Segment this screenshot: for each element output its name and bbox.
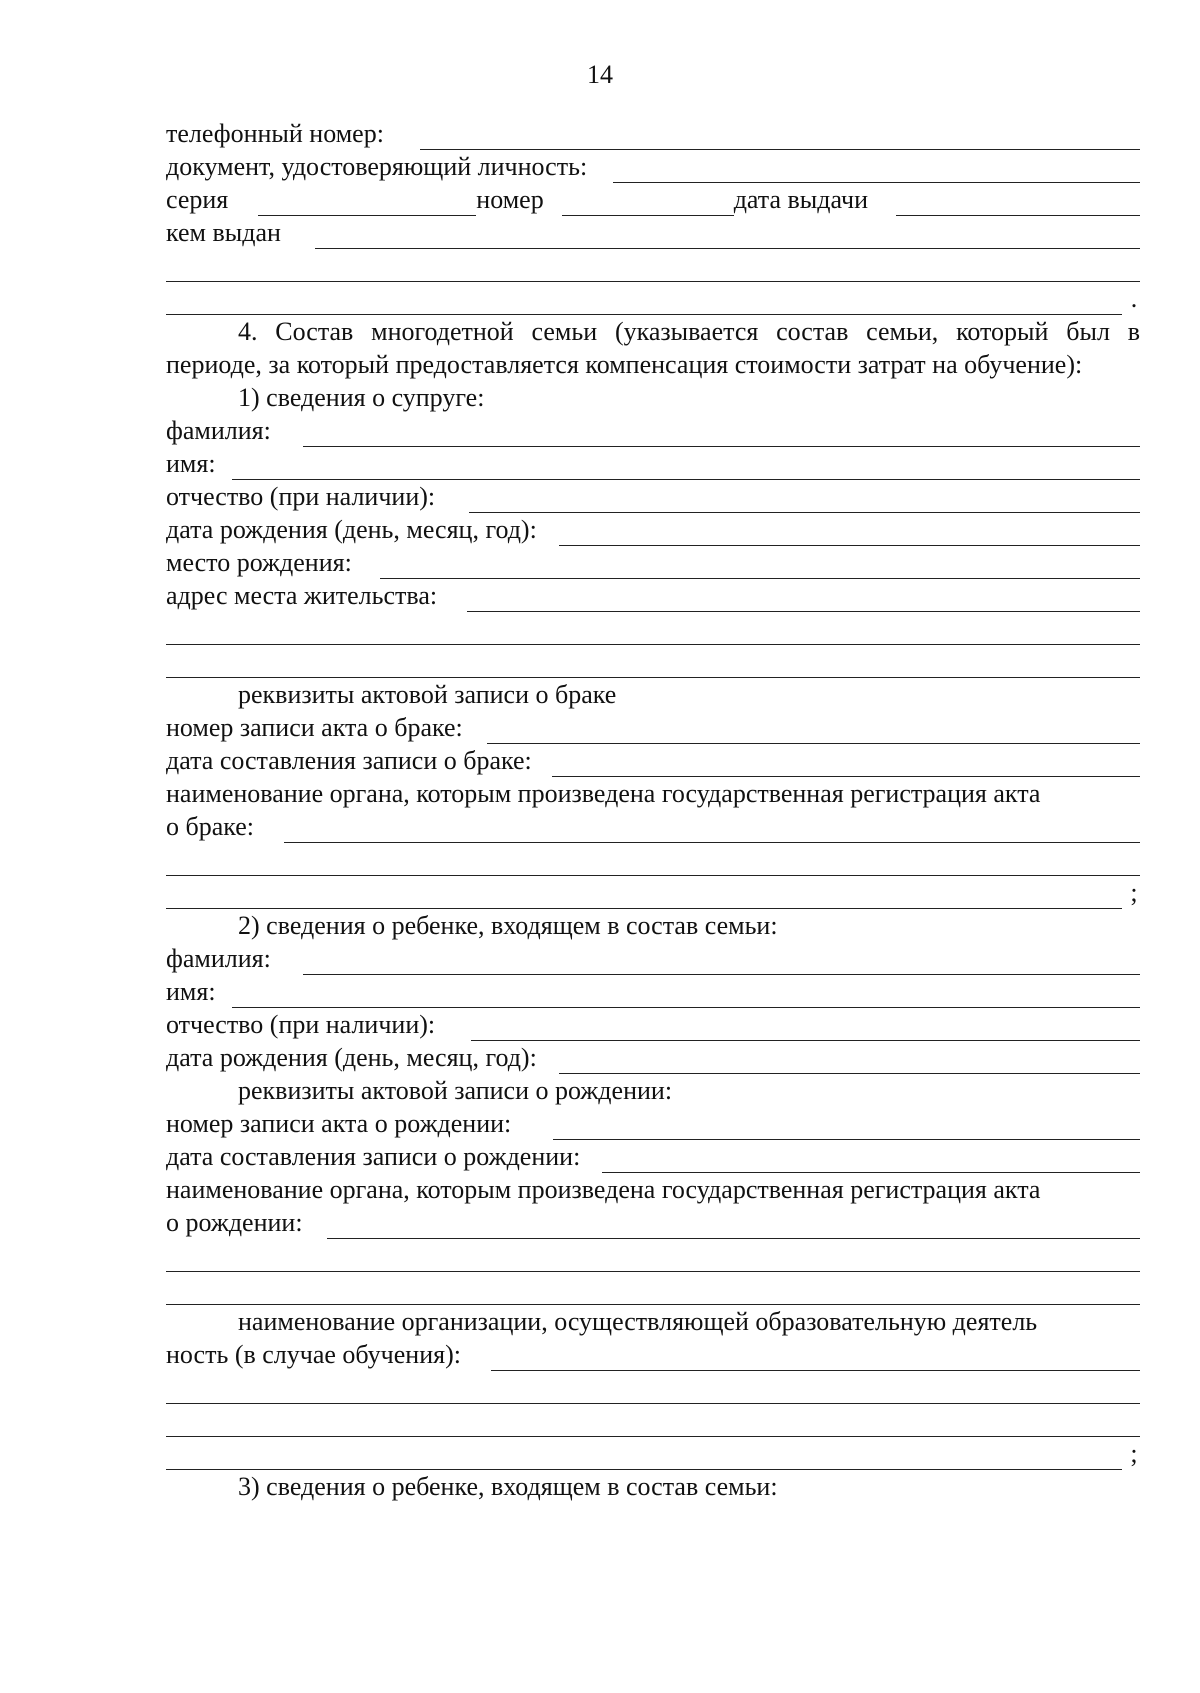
spouse-heading-text: 1) сведения о супруге: — [238, 383, 485, 412]
form-body — [166, 117, 1140, 1503]
spouse-address-line-2[interactable] — [166, 624, 1140, 645]
education-org-line-3[interactable] — [166, 1416, 1140, 1437]
spouse-patronymic-row — [166, 480, 1140, 513]
spouse-birth-date-field[interactable] — [559, 525, 1140, 546]
birth-authority-continuation-2 — [166, 1272, 1140, 1305]
child1-name-label: имя: — [166, 977, 216, 1006]
spouse-end-semicolon: ; — [1130, 878, 1138, 907]
issued-by-row — [166, 216, 1140, 249]
spouse-patronymic-field[interactable] — [469, 492, 1140, 513]
birth-record-date-field[interactable] — [602, 1152, 1140, 1173]
marriage-record-number-row — [166, 711, 1140, 744]
spouse-name-field[interactable] — [232, 459, 1140, 480]
spouse-birth-date-label: дата рождения (день, месяц, год): — [166, 515, 537, 544]
spouse-patronymic-label: отчество (при наличии): — [166, 482, 436, 511]
child1-birth-date-row — [166, 1041, 1140, 1074]
child1-name-field[interactable] — [232, 987, 1140, 1008]
section-4-intro: 4. Состав многодетной семьи (указывается состав семьи, который был в периоде, за который предоставляется компенсация стоимости затрат на обучение): — [166, 317, 1140, 379]
spouse-surname-row — [166, 414, 1140, 447]
education-org-field[interactable] — [491, 1350, 1140, 1371]
spouse-birth-place-field[interactable] — [380, 558, 1140, 579]
education-org-line-2[interactable] — [166, 1383, 1140, 1404]
spouse-birth-date-row — [166, 513, 1140, 546]
marriage-authority-continuation-2 — [166, 876, 1140, 909]
issue-date-field[interactable] — [896, 195, 1140, 216]
child1-heading — [166, 909, 1140, 942]
child1-birth-date-field[interactable] — [559, 1053, 1140, 1074]
child2-heading — [166, 1470, 1140, 1503]
marriage-record-heading — [166, 678, 1140, 711]
child2-heading-text: 3) сведения о ребенке, входящем в состав семьи: — [238, 1472, 778, 1501]
issued-by-line-3[interactable] — [166, 294, 1122, 315]
education-org-row-2 — [166, 1338, 1140, 1371]
education-org-continuation-1 — [166, 1371, 1140, 1404]
number-field[interactable] — [562, 195, 734, 216]
issue-date-label: дата выдачи — [733, 185, 868, 214]
spouse-address-row — [166, 579, 1140, 612]
spouse-address-field[interactable] — [467, 591, 1140, 612]
issued-by-line-2[interactable] — [166, 261, 1140, 282]
phone-label: телефонный номер: — [166, 119, 384, 148]
spouse-surname-label: фамилия: — [166, 416, 271, 445]
spouse-name-row — [166, 447, 1140, 480]
spouse-heading — [166, 381, 1140, 414]
marriage-authority-line-2[interactable] — [166, 855, 1140, 876]
birth-record-heading-text: реквизиты актовой записи о рождении: — [238, 1076, 673, 1105]
phone-field[interactable] — [420, 129, 1140, 150]
series-field[interactable] — [258, 195, 476, 216]
marriage-record-number-field[interactable] — [487, 723, 1140, 744]
child1-surname-field[interactable] — [303, 954, 1140, 975]
birth-authority-label-1: наименование органа, которым произведена государственная регистрация акта — [166, 1175, 1041, 1204]
marriage-authority-label-1: наименование органа, которым произведена государственная регистрация акта — [166, 779, 1041, 808]
id-document-field[interactable] — [613, 162, 1140, 183]
birth-record-number-field[interactable] — [553, 1119, 1140, 1140]
marriage-record-date-row — [166, 744, 1140, 777]
document-details-row — [166, 183, 1140, 216]
birth-record-number-label: номер записи акта о рождении: — [166, 1109, 512, 1138]
birth-authority-label-2: о рождении: — [166, 1208, 303, 1237]
education-org-row-1 — [166, 1305, 1140, 1338]
child1-patronymic-label: отчество (при наличии): — [166, 1010, 436, 1039]
birth-record-heading — [166, 1074, 1140, 1107]
marriage-authority-label-2: о браке: — [166, 812, 255, 841]
issued-by-field[interactable] — [315, 228, 1140, 249]
education-org-line-4[interactable] — [166, 1449, 1122, 1470]
marriage-record-date-field[interactable] — [552, 756, 1140, 777]
spouse-birth-place-label: место рождения: — [166, 548, 352, 577]
spouse-birth-place-row — [166, 546, 1140, 579]
id-document-label: документ, удостоверяющий личность: — [166, 152, 588, 181]
spouse-address-line-3[interactable] — [166, 657, 1140, 678]
marriage-authority-row-1 — [166, 777, 1140, 810]
issued-by-continuation-1 — [166, 249, 1140, 282]
birth-authority-line-3[interactable] — [166, 1284, 1140, 1305]
child1-name-row — [166, 975, 1140, 1008]
phone-row — [166, 117, 1140, 150]
marriage-authority-row-2 — [166, 810, 1140, 843]
birth-record-date-label: дата составления записи о рождении: — [166, 1142, 581, 1171]
end-period: . — [1130, 284, 1138, 313]
issued-by-continuation-2 — [166, 282, 1140, 315]
spouse-surname-field[interactable] — [303, 426, 1140, 447]
birth-authority-field[interactable] — [327, 1218, 1140, 1239]
spouse-address-label: адрес места жительства: — [166, 581, 438, 610]
id-document-row — [166, 150, 1140, 183]
education-org-label-1: наименование организации, осуществляющей образовательную деятель — [238, 1307, 1038, 1336]
marriage-authority-line-3[interactable] — [166, 888, 1122, 909]
child1-surname-label: фамилия: — [166, 944, 271, 973]
child1-heading-text: 2) сведения о ребенке, входящем в состав семьи: — [238, 911, 778, 940]
spouse-address-continuation-2 — [166, 645, 1140, 678]
birth-authority-continuation-1 — [166, 1239, 1140, 1272]
education-org-continuation-3 — [166, 1437, 1140, 1470]
issued-by-label: кем выдан — [166, 218, 281, 247]
birth-authority-row-1 — [166, 1173, 1140, 1206]
education-org-continuation-2 — [166, 1404, 1140, 1437]
child1-surname-row — [166, 942, 1140, 975]
child1-birth-date-label: дата рождения (день, месяц, год): — [166, 1043, 537, 1072]
child1-end-semicolon: ; — [1130, 1439, 1138, 1468]
birth-authority-line-2[interactable] — [166, 1251, 1140, 1272]
birth-authority-row-2 — [166, 1206, 1140, 1239]
marriage-record-date-label: дата составления записи о браке: — [166, 746, 532, 775]
marriage-authority-field[interactable] — [284, 822, 1140, 843]
marriage-record-heading-text: реквизиты актовой записи о браке — [238, 680, 617, 709]
marriage-record-number-label: номер записи акта о браке: — [166, 713, 463, 742]
child1-patronymic-row — [166, 1008, 1140, 1041]
series-label: серия — [166, 185, 229, 214]
birth-record-number-row — [166, 1107, 1140, 1140]
spouse-name-label: имя: — [166, 449, 216, 478]
education-org-label-2: ность (в случае обучения): — [166, 1340, 461, 1369]
birth-record-date-row — [166, 1140, 1140, 1173]
number-label: номер — [476, 185, 544, 214]
spouse-address-continuation-1 — [166, 612, 1140, 645]
child1-patronymic-field[interactable] — [471, 1020, 1140, 1041]
marriage-authority-continuation-1 — [166, 843, 1140, 876]
page-number: 14 — [587, 60, 613, 89]
